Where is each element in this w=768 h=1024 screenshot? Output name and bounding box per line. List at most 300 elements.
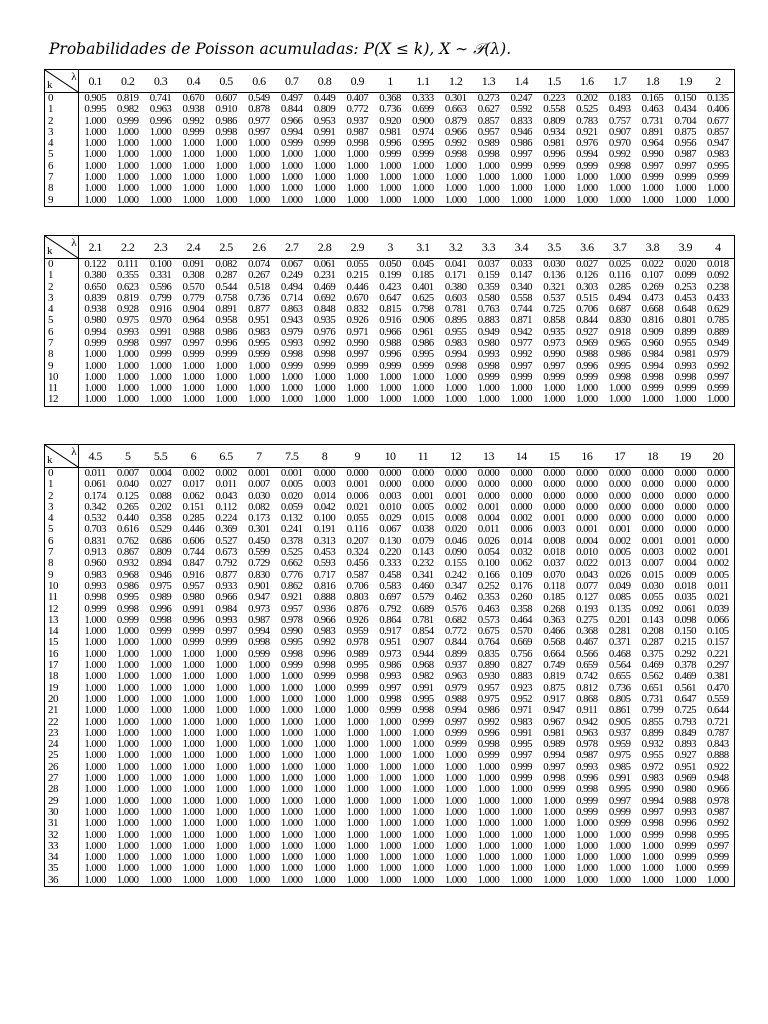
probability-cell: 1.000: [346, 806, 369, 818]
probability-cell: 0.000: [641, 501, 664, 513]
probability-cell: 1.000: [116, 671, 139, 683]
probability-cell: 0.864: [379, 614, 401, 626]
probability-cell: 1.000: [444, 795, 467, 807]
probability-cell: 0.848: [313, 304, 336, 316]
probability-cell: 1.000: [149, 637, 172, 649]
probability-cell: 0.998: [412, 705, 434, 717]
probability-cell: 0.573: [477, 614, 500, 626]
probability-cell: 0.549: [248, 92, 270, 104]
probability-cell: 1.000: [149, 138, 172, 150]
probability-cell: 0.998: [346, 671, 369, 683]
probability-cell: 0.027: [576, 258, 598, 270]
lambda-header: 3: [374, 236, 407, 259]
probability-cell: 0.224: [215, 513, 237, 525]
probability-cell: 1.000: [379, 795, 401, 807]
k-value-cell: 22: [45, 717, 79, 728]
probability-cell: 1.000: [182, 693, 205, 705]
probability-cell: 1.000: [412, 852, 434, 864]
probability-cell: 0.030: [641, 580, 664, 592]
probability-cell: 1.000: [444, 383, 467, 395]
probability-cell: 0.979: [444, 682, 467, 694]
probability-cell: 0.995: [608, 360, 631, 372]
probability-cell: 1.000: [444, 160, 467, 172]
probability-cell: 1.000: [84, 806, 106, 818]
page-title: Probabilidades de Poisson acumuladas: P(X ≤ k), X ∼ 𝒫(λ).: [49, 40, 512, 58]
probability-cell: 0.844: [576, 315, 598, 327]
probability-cell: 1.000: [84, 727, 106, 739]
probability-cell: 0.868: [576, 693, 598, 705]
probability-cell: 0.991: [608, 773, 631, 785]
probability-cell: 1.000: [182, 806, 205, 818]
probability-cell: 1.000: [379, 840, 401, 852]
probability-cell: 0.378: [674, 660, 697, 672]
lambda-header: 2.4: [177, 236, 210, 259]
probability-cell: 1.000: [248, 750, 270, 762]
probability-cell: 1.000: [444, 784, 467, 796]
k-value-cell: 30: [45, 807, 79, 818]
probability-cell: 1.000: [248, 371, 270, 383]
probability-cell: 1.000: [84, 360, 106, 372]
probability-cell: 0.875: [543, 682, 565, 694]
probability-cell: 0.042: [313, 501, 336, 513]
probability-cell: 0.995: [248, 337, 270, 349]
probability-cell: 0.663: [444, 104, 467, 116]
probability-cell: 0.000: [707, 479, 729, 491]
probability-cell: 1.000: [346, 852, 369, 864]
probability-cell: 0.781: [412, 614, 434, 626]
probability-cell: 0.904: [182, 304, 205, 316]
table-row: [45, 149, 735, 160]
table-row: [45, 717, 735, 728]
probability-cell: 1.000: [149, 705, 172, 717]
probability-cell: 0.558: [543, 104, 565, 116]
probability-cell: 1.000: [379, 716, 401, 728]
probability-cell: 0.151: [182, 501, 205, 513]
probability-cell: 0.596: [149, 281, 172, 293]
probability-cell: 0.999: [248, 648, 270, 660]
probability-cell: 1.000: [116, 138, 139, 150]
probability-cell: 0.054: [477, 547, 500, 559]
probability-cell: 0.776: [280, 569, 303, 581]
probability-cell: 0.132: [280, 513, 303, 525]
probability-cell: 0.877: [215, 569, 237, 581]
probability-cell: 0.682: [444, 614, 467, 626]
probability-cell: 1.000: [543, 394, 565, 406]
table-row: [45, 327, 735, 338]
probability-cell: 1.000: [412, 194, 434, 206]
table-row: [45, 372, 735, 383]
probability-cell: 0.003: [379, 490, 401, 502]
probability-cell: 0.895: [444, 315, 467, 327]
probability-cell: 0.997: [379, 682, 401, 694]
k-value-cell: 9: [45, 570, 79, 581]
probability-cell: 0.000: [444, 479, 467, 491]
probability-cell: 0.927: [576, 326, 598, 338]
probability-cell: 0.969: [576, 337, 598, 349]
probability-cell: 0.981: [674, 349, 697, 361]
probability-cell: 0.762: [116, 535, 139, 547]
k-value-cell: 6: [45, 327, 79, 338]
probability-cell: 0.883: [477, 315, 500, 327]
probability-cell: 0.854: [412, 626, 434, 638]
probability-cell: 0.000: [412, 479, 434, 491]
probability-cell: 0.000: [346, 467, 369, 479]
table-header-row: [45, 70, 735, 93]
k-value-cell: 6: [45, 536, 79, 547]
probability-cell: 0.000: [641, 479, 664, 491]
probability-cell: 1.000: [215, 795, 237, 807]
lambda-header: 4.5: [79, 445, 112, 468]
probability-cell: 0.772: [346, 104, 369, 116]
probability-cell: 0.301: [248, 524, 270, 536]
probability-cell: 0.045: [412, 258, 434, 270]
probability-cell: 1.000: [116, 637, 139, 649]
probability-cell: 0.287: [215, 270, 237, 282]
probability-cell: 1.000: [248, 194, 270, 206]
probability-cell: 0.843: [707, 739, 729, 751]
probability-cell: 0.000: [543, 490, 565, 502]
probability-cell: 1.000: [543, 795, 565, 807]
probability-cell: 0.975: [116, 315, 139, 327]
table-row: [45, 513, 735, 524]
probability-cell: 0.000: [707, 501, 729, 513]
k-value-cell: 18: [45, 671, 79, 682]
probability-cell: 0.888: [707, 750, 729, 762]
probability-cell: 0.981: [543, 727, 565, 739]
probability-cell: 1.000: [346, 727, 369, 739]
probability-cell: 1.000: [116, 716, 139, 728]
probability-cell: 0.446: [346, 281, 369, 293]
probability-cell: 0.999: [641, 171, 664, 183]
probability-cell: 0.936: [313, 603, 336, 615]
probability-cell: 0.992: [182, 115, 205, 127]
probability-cell: 1.000: [149, 383, 172, 395]
probability-cell: 1.000: [543, 806, 565, 818]
probability-cell: 1.000: [477, 840, 500, 852]
k-value-cell: 32: [45, 830, 79, 841]
row-axis-label: k: [47, 79, 52, 91]
probability-cell: 0.067: [280, 258, 303, 270]
probability-cell: 0.147: [510, 270, 533, 282]
lambda-header: 2: [702, 70, 735, 93]
probability-cell: 0.809: [543, 115, 565, 127]
probability-cell: 1.000: [412, 795, 434, 807]
probability-cell: 1.000: [379, 183, 401, 195]
probability-cell: 1.000: [182, 705, 205, 717]
probability-cell: 1.000: [543, 840, 565, 852]
probability-cell: 0.736: [379, 104, 401, 116]
probability-cell: 0.561: [674, 682, 697, 694]
k-value-cell: 17: [45, 660, 79, 671]
probability-cell: 0.986: [379, 660, 401, 672]
probability-cell: 0.938: [182, 104, 205, 116]
probability-cell: 1.000: [412, 829, 434, 841]
probability-cell: 0.955: [444, 326, 467, 338]
probability-cell: 0.998: [477, 739, 500, 751]
probability-cell: 1.000: [379, 739, 401, 751]
probability-cell: 0.973: [248, 603, 270, 615]
probability-cell: 0.001: [248, 467, 270, 479]
probability-cell: 0.819: [116, 292, 139, 304]
probability-cell: 0.002: [510, 513, 533, 525]
k-value-cell: 7: [45, 172, 79, 183]
probability-cell: 1.000: [674, 394, 697, 406]
probability-cell: 0.844: [444, 637, 467, 649]
probability-cell: 0.100: [477, 558, 500, 570]
probability-cell: 0.171: [444, 270, 467, 282]
probability-cell: 1.000: [215, 360, 237, 372]
probability-cell: 0.999: [477, 371, 500, 383]
probability-cell: 0.973: [379, 648, 401, 660]
probability-cell: 0.997: [248, 126, 270, 138]
probability-cell: 1.000: [477, 829, 500, 841]
probability-cell: 0.001: [674, 535, 697, 547]
probability-cell: 0.901: [248, 580, 270, 592]
probability-cell: 0.155: [444, 558, 467, 570]
probability-cell: 0.997: [641, 806, 664, 818]
k-value-cell: 24: [45, 739, 79, 750]
probability-cell: 1.000: [280, 171, 303, 183]
probability-cell: 1.000: [248, 383, 270, 395]
probability-cell: 0.313: [313, 535, 336, 547]
probability-cell: 0.996: [313, 648, 336, 660]
probability-cell: 0.082: [248, 501, 270, 513]
probability-cell: 0.957: [477, 682, 500, 694]
probability-cell: 1.000: [182, 795, 205, 807]
probability-cell: 1.000: [84, 160, 106, 172]
probability-cell: 0.894: [149, 558, 172, 570]
probability-cell: 0.963: [149, 104, 172, 116]
probability-cell: 1.000: [149, 806, 172, 818]
probability-cell: 0.990: [543, 349, 565, 361]
probability-cell: 0.785: [707, 315, 729, 327]
probability-cell: 0.968: [116, 569, 139, 581]
probability-cell: 1.000: [116, 840, 139, 852]
table-row: [45, 626, 735, 637]
probability-cell: 1.000: [215, 149, 237, 161]
probability-cell: 0.000: [608, 490, 631, 502]
probability-cell: 1.000: [510, 874, 533, 886]
probability-cell: 0.037: [477, 258, 500, 270]
probability-cell: 0.992: [444, 138, 467, 150]
probability-cell: 0.995: [280, 637, 303, 649]
probability-cell: 0.287: [641, 637, 664, 649]
probability-cell: 0.185: [543, 592, 565, 604]
probability-cell: 0.687: [608, 304, 631, 316]
probability-cell: 1.000: [313, 852, 336, 864]
probability-cell: 0.921: [280, 592, 303, 604]
probability-cell: 1.000: [543, 852, 565, 864]
probability-cell: 0.527: [215, 535, 237, 547]
probability-cell: 1.000: [248, 806, 270, 818]
k-value-cell: 0: [45, 259, 79, 271]
probability-cell: 0.999: [543, 160, 565, 172]
probability-cell: 1.000: [412, 739, 434, 751]
probability-cell: 0.125: [116, 490, 139, 502]
probability-cell: 0.830: [248, 569, 270, 581]
probability-cell: 1.000: [215, 648, 237, 660]
table-row: [45, 705, 735, 716]
probability-cell: 1.000: [215, 840, 237, 852]
probability-cell: 0.989: [149, 592, 172, 604]
probability-cell: 1.000: [444, 194, 467, 206]
probability-cell: 0.201: [608, 614, 631, 626]
probability-cell: 0.085: [608, 592, 631, 604]
table-row: [45, 315, 735, 326]
lambda-header: 0.1: [79, 70, 112, 93]
probability-cell: 1.000: [248, 773, 270, 785]
table-row: [45, 293, 735, 304]
probability-cell: 0.994: [641, 795, 664, 807]
probability-cell: 1.000: [116, 349, 139, 361]
probability-cell: 0.987: [674, 149, 697, 161]
probability-cell: 0.999: [510, 160, 533, 172]
probability-cell: 0.098: [674, 614, 697, 626]
table-row: [45, 570, 735, 581]
probability-cell: 1.000: [149, 874, 172, 886]
probability-cell: 1.000: [149, 171, 172, 183]
probability-cell: 0.009: [674, 569, 697, 581]
k-value-cell: 2: [45, 282, 79, 293]
probability-cell: 1.000: [412, 160, 434, 172]
probability-cell: 1.000: [84, 874, 106, 886]
table-row: [45, 468, 735, 480]
k-value-cell: 1: [45, 104, 79, 115]
probability-cell: 0.006: [510, 524, 533, 536]
table-row: [45, 615, 735, 626]
probability-cell: 0.127: [576, 592, 598, 604]
table-row: [45, 524, 735, 535]
probability-cell: 1.000: [510, 829, 533, 841]
probability-cell: 1.000: [444, 874, 467, 886]
table-row: [45, 116, 735, 127]
probability-cell: 1.000: [313, 739, 336, 751]
table-corner-cell: [45, 445, 79, 468]
probability-cell: 1.000: [707, 194, 729, 206]
k-value-cell: 12: [45, 394, 79, 406]
probability-cell: 1.000: [215, 784, 237, 796]
probability-cell: 0.004: [149, 467, 172, 479]
probability-cell: 0.599: [248, 547, 270, 559]
probability-cell: 1.000: [149, 773, 172, 785]
probability-cell: 1.000: [149, 149, 172, 161]
probability-cell: 1.000: [215, 194, 237, 206]
probability-cell: 0.423: [379, 281, 401, 293]
probability-cell: 0.992: [477, 716, 500, 728]
probability-cell: 0.434: [674, 104, 697, 116]
probability-cell: 1.000: [412, 784, 434, 796]
probability-cell: 0.260: [510, 592, 533, 604]
probability-cell: 0.231: [313, 270, 336, 282]
probability-cell: 1.000: [313, 818, 336, 830]
probability-cell: 0.030: [543, 258, 565, 270]
probability-cell: 1.000: [477, 863, 500, 875]
k-value-cell: 8: [45, 183, 79, 194]
probability-cell: 1.000: [149, 126, 172, 138]
probability-cell: 0.669: [510, 637, 533, 649]
probability-cell: 1.000: [84, 648, 106, 660]
lambda-header: 8: [308, 445, 341, 468]
probability-cell: 0.467: [576, 637, 598, 649]
probability-cell: 0.564: [608, 660, 631, 672]
probability-cell: 1.000: [116, 371, 139, 383]
probability-cell: 0.118: [543, 580, 565, 592]
k-value-cell: 16: [45, 649, 79, 660]
lambda-header: 6: [177, 445, 210, 468]
probability-cell: 0.232: [412, 558, 434, 570]
probability-cell: 0.741: [149, 92, 172, 104]
probability-cell: 0.493: [608, 104, 631, 116]
probability-cell: 0.292: [674, 648, 697, 660]
probability-cell: 1.000: [313, 183, 336, 195]
probability-cell: 0.970: [608, 138, 631, 150]
probability-cell: 0.996: [379, 349, 401, 361]
probability-cell: 1.000: [641, 852, 664, 864]
probability-cell: 0.928: [116, 304, 139, 316]
probability-cell: 1.000: [116, 360, 139, 372]
probability-cell: 0.888: [313, 592, 336, 604]
probability-cell: 0.816: [313, 580, 336, 592]
probability-cell: 1.000: [477, 806, 500, 818]
probability-cell: 0.993: [280, 337, 303, 349]
probability-cell: 0.792: [215, 558, 237, 570]
probability-cell: 1.000: [280, 840, 303, 852]
probability-cell: 1.000: [444, 761, 467, 773]
probability-cell: 0.986: [412, 337, 434, 349]
probability-cell: 0.000: [674, 501, 697, 513]
probability-cell: 1.000: [215, 818, 237, 830]
probability-cell: 1.000: [84, 739, 106, 751]
probability-cell: 0.355: [116, 270, 139, 282]
probability-cell: 1.000: [182, 194, 205, 206]
probability-cell: 1.000: [149, 795, 172, 807]
probability-cell: 0.984: [215, 603, 237, 615]
probability-cell: 1.000: [280, 874, 303, 886]
probability-cell: 0.731: [641, 693, 664, 705]
probability-cell: 1.000: [248, 829, 270, 841]
probability-cell: 0.001: [477, 501, 500, 513]
probability-cell: 1.000: [84, 149, 106, 161]
probability-cell: 0.749: [543, 660, 565, 672]
probability-cell: 0.875: [674, 126, 697, 138]
probability-cell: 0.004: [477, 513, 500, 525]
probability-cell: 1.000: [477, 874, 500, 886]
probability-cell: 0.998: [608, 160, 631, 172]
k-value-cell: 10: [45, 581, 79, 592]
probability-cell: 0.238: [707, 281, 729, 293]
table-row: [45, 649, 735, 660]
k-value-cell: 13: [45, 615, 79, 626]
probability-cell: 0.999: [215, 349, 237, 361]
probability-cell: 0.783: [576, 115, 598, 127]
probability-cell: 0.993: [379, 671, 401, 683]
k-value-cell: 26: [45, 762, 79, 773]
probability-cell: 1.000: [280, 795, 303, 807]
probability-cell: 0.999: [608, 806, 631, 818]
lambda-header: 1.9: [669, 70, 702, 93]
probability-cell: 1.000: [84, 371, 106, 383]
probability-cell: 1.000: [444, 829, 467, 841]
probability-cell: 1.000: [510, 383, 533, 395]
probability-cell: 1.000: [346, 761, 369, 773]
probability-cell: 0.916: [149, 304, 172, 316]
probability-cell: 0.014: [510, 535, 533, 547]
probability-cell: 0.082: [215, 258, 237, 270]
probability-cell: 1.000: [149, 727, 172, 739]
table-body: [45, 259, 735, 407]
probability-cell: 0.957: [280, 603, 303, 615]
probability-cell: 1.000: [182, 829, 205, 841]
